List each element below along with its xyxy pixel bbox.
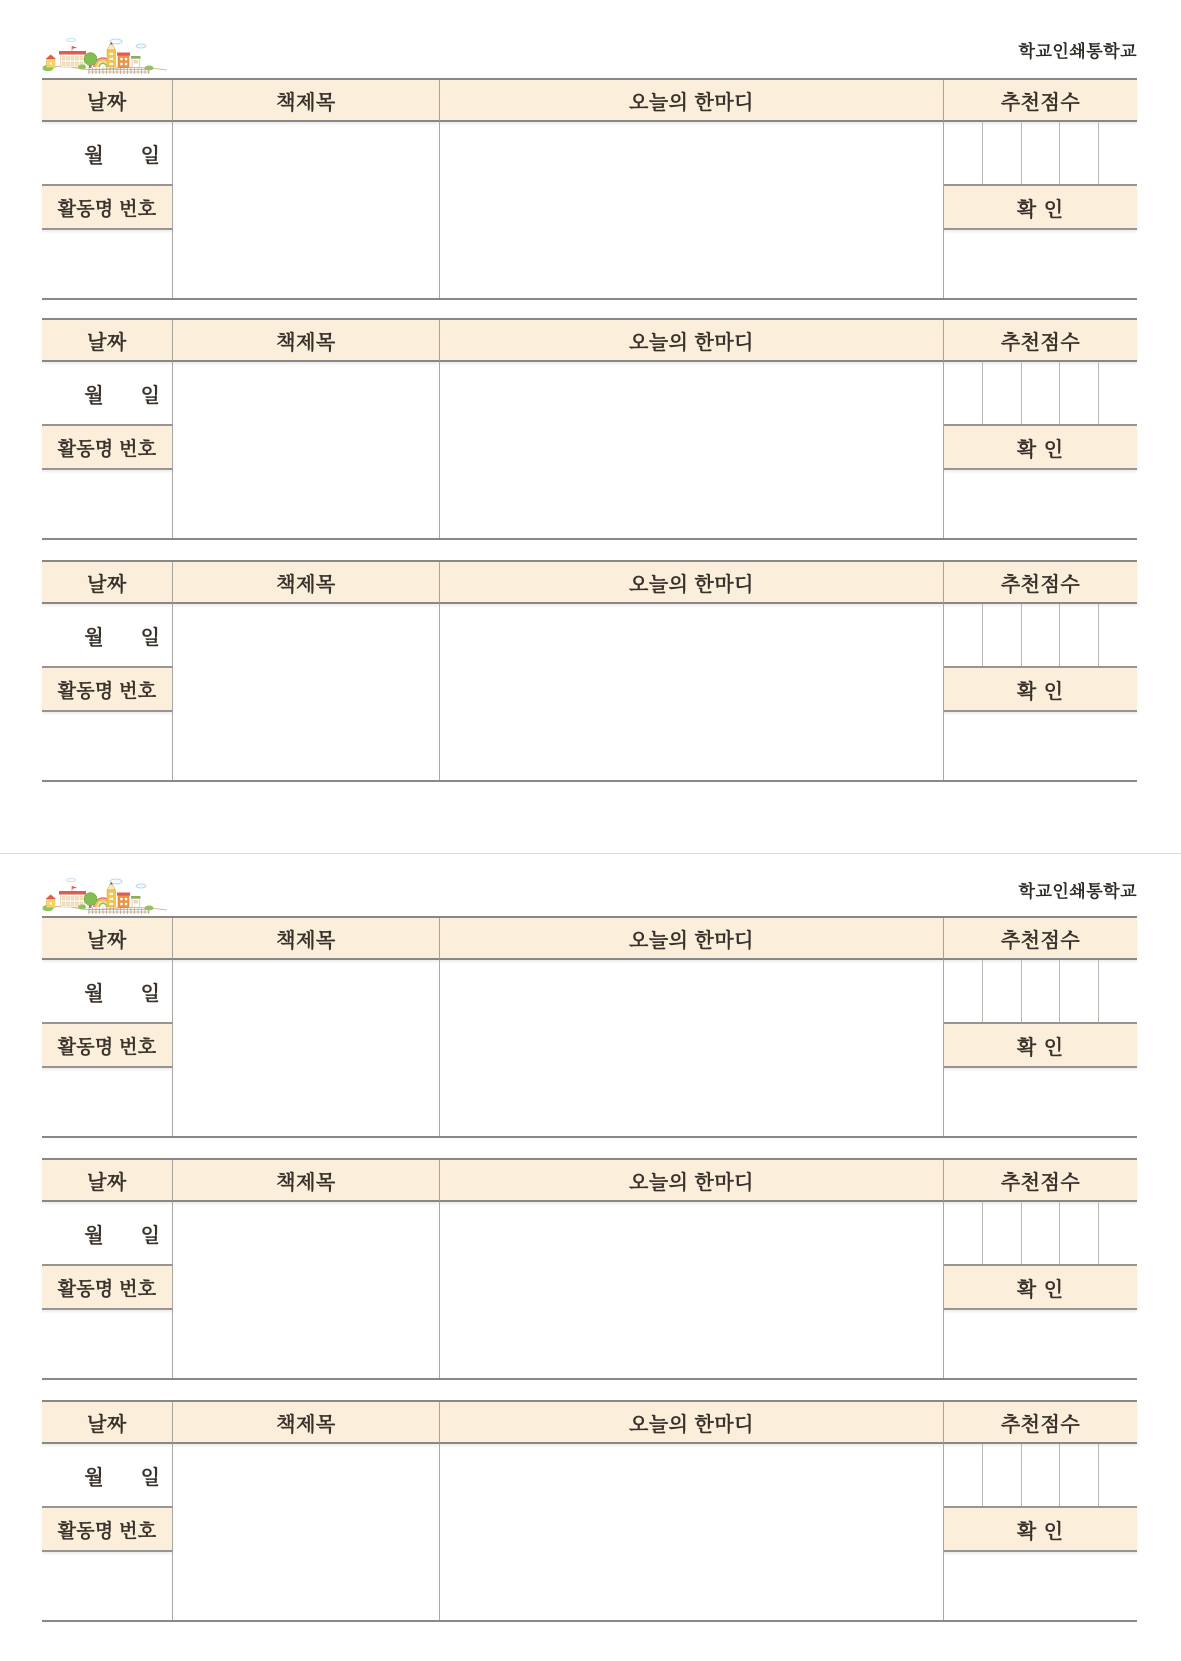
todays-comment-header-label: 오늘의 한마디 (629, 1171, 754, 1194)
score-box[interactable] (1098, 604, 1137, 666)
column-header-book-title (173, 1160, 440, 1202)
page-header-2 (42, 876, 1137, 916)
score-column-empty-cell[interactable] (944, 470, 1137, 538)
month-label: 월 (84, 384, 104, 407)
month-label: 월 (84, 1466, 104, 1489)
score-box[interactable] (1098, 122, 1137, 184)
score-box[interactable] (1098, 960, 1137, 1022)
score-box[interactable] (1021, 604, 1060, 666)
page-header-1 (42, 36, 1137, 76)
score-box[interactable] (982, 960, 1021, 1022)
confirm-cell (944, 186, 1137, 230)
date-column-empty-cell[interactable] (42, 470, 173, 538)
month-label: 월 (84, 1224, 104, 1247)
column-header-date (42, 320, 173, 362)
month-label: 월 (84, 982, 104, 1005)
score-box[interactable] (982, 604, 1021, 666)
column-header-date (42, 918, 173, 960)
confirm-label: 확 인 (1016, 1520, 1065, 1543)
reading-log-block (42, 560, 1137, 782)
column-header-score (944, 1160, 1137, 1202)
activity-number-cell (42, 186, 173, 230)
month-label: 월 (84, 144, 104, 167)
score-box[interactable] (1021, 362, 1060, 424)
brand-text: 학교인쇄통학교 (1018, 42, 1137, 61)
column-header-todays-comment (440, 918, 944, 960)
todays-comment-entry-cell[interactable] (440, 1444, 944, 1620)
date-column-empty-cell[interactable] (42, 1552, 173, 1620)
book-title-entry-cell[interactable] (173, 362, 440, 538)
score-box-row (944, 1444, 1137, 1508)
reading-log-block (42, 916, 1137, 1138)
month-day-entry-cell[interactable] (42, 1444, 173, 1508)
activity-number-label: 활동명 번호 (57, 1278, 157, 1300)
confirm-label: 확 인 (1016, 198, 1065, 221)
confirm-cell (944, 426, 1137, 470)
score-header-label: 추천점수 (1000, 91, 1081, 114)
score-box-row (944, 960, 1137, 1024)
column-header-book-title (173, 1402, 440, 1444)
score-box[interactable] (982, 362, 1021, 424)
activity-number-cell (42, 1508, 173, 1552)
score-box[interactable] (944, 604, 982, 666)
book-title-entry-cell[interactable] (173, 122, 440, 298)
month-day-entry-cell[interactable] (42, 1202, 173, 1266)
activity-number-cell (42, 426, 173, 470)
reading-log-block (42, 78, 1137, 300)
column-header-todays-comment (440, 1160, 944, 1202)
date-column-empty-cell[interactable] (42, 1310, 173, 1378)
score-column-empty-cell[interactable] (944, 1068, 1137, 1136)
confirm-label: 확 인 (1016, 680, 1065, 703)
todays-comment-header-label: 오늘의 한마디 (629, 929, 754, 952)
score-box[interactable] (1059, 960, 1098, 1022)
logo-school-building (59, 46, 86, 67)
column-header-date (42, 1160, 173, 1202)
book-title-entry-cell[interactable] (173, 1444, 440, 1620)
score-box-row (944, 1202, 1137, 1266)
book-title-entry-cell[interactable] (173, 1202, 440, 1378)
column-header-score (944, 320, 1137, 362)
activity-number-label: 활동명 번호 (57, 1036, 157, 1058)
score-box[interactable] (1021, 1444, 1060, 1506)
village-school-logo (42, 36, 168, 76)
score-header-label: 추천점수 (1000, 929, 1081, 952)
book-title-header-label: 책제목 (276, 1413, 336, 1436)
book-title-header-label: 책제목 (276, 1171, 336, 1194)
logo-clouds (67, 38, 147, 48)
column-header-todays-comment (440, 80, 944, 122)
score-box-row (944, 604, 1137, 668)
confirm-label: 확 인 (1016, 1278, 1065, 1301)
score-column-empty-cell[interactable] (944, 712, 1137, 780)
todays-comment-entry-cell[interactable] (440, 1202, 944, 1378)
score-box[interactable] (1059, 362, 1098, 424)
book-title-header-label: 책제목 (276, 331, 336, 354)
day-label: 일 (140, 982, 160, 1005)
brand-text: 학교인쇄통학교 (1018, 882, 1137, 901)
confirm-cell (944, 1024, 1137, 1068)
confirm-cell (944, 668, 1137, 712)
score-header-label: 추천점수 (1000, 1413, 1081, 1436)
column-header-book-title (173, 918, 440, 960)
month-day-entry-cell[interactable] (42, 362, 173, 426)
todays-comment-entry-cell[interactable] (440, 604, 944, 780)
column-header-score (944, 562, 1137, 604)
todays-comment-header-label: 오늘의 한마디 (629, 1413, 754, 1436)
score-box[interactable] (944, 122, 982, 184)
score-box[interactable] (1059, 122, 1098, 184)
score-box[interactable] (1021, 1202, 1060, 1264)
column-header-todays-comment (440, 562, 944, 604)
score-box-row (944, 122, 1137, 186)
score-header-label: 추천점수 (1000, 573, 1081, 596)
day-label: 일 (140, 144, 160, 167)
date-header-label: 날짜 (87, 573, 127, 596)
score-header-label: 추천점수 (1000, 1171, 1081, 1194)
column-header-score (944, 80, 1137, 122)
book-title-entry-cell[interactable] (173, 604, 440, 780)
score-header-label: 추천점수 (1000, 331, 1081, 354)
activity-number-label: 활동명 번호 (57, 1520, 157, 1542)
activity-number-label: 활동명 번호 (57, 438, 157, 460)
score-box[interactable] (982, 1444, 1021, 1506)
todays-comment-header-label: 오늘의 한마디 (629, 91, 754, 114)
date-header-label: 날짜 (87, 1171, 127, 1194)
score-box[interactable] (1021, 960, 1060, 1022)
score-box[interactable] (982, 122, 1021, 184)
date-header-label: 날짜 (87, 1413, 127, 1436)
month-day-entry-cell[interactable] (42, 604, 173, 668)
column-header-book-title (173, 562, 440, 604)
score-box[interactable] (1021, 122, 1060, 184)
date-column-empty-cell[interactable] (42, 712, 173, 780)
column-header-todays-comment (440, 1402, 944, 1444)
score-box[interactable] (1059, 1202, 1098, 1264)
confirm-label: 확 인 (1016, 438, 1065, 461)
date-header-label: 날짜 (87, 929, 127, 952)
day-label: 일 (140, 1224, 160, 1247)
day-label: 일 (140, 384, 160, 407)
book-title-header-label: 책제목 (276, 91, 336, 114)
score-box[interactable] (1059, 1444, 1098, 1506)
activity-number-cell (42, 1266, 173, 1310)
confirm-cell (944, 1266, 1137, 1310)
score-box[interactable] (1059, 604, 1098, 666)
column-header-date (42, 1402, 173, 1444)
column-header-todays-comment (440, 320, 944, 362)
activity-number-cell (42, 1024, 173, 1068)
month-day-entry-cell[interactable] (42, 960, 173, 1024)
logo-left-house (43, 55, 57, 72)
day-label: 일 (140, 626, 160, 649)
activity-number-label: 활동명 번호 (57, 198, 157, 220)
month-label: 월 (84, 626, 104, 649)
score-box[interactable] (944, 1202, 982, 1264)
column-header-book-title (173, 80, 440, 122)
activity-number-label: 활동명 번호 (57, 680, 157, 702)
todays-comment-entry-cell[interactable] (440, 122, 944, 298)
todays-comment-header-label: 오늘의 한마디 (629, 331, 754, 354)
column-header-date (42, 562, 173, 604)
logo-orange-building (117, 53, 130, 68)
todays-comment-entry-cell[interactable] (440, 960, 944, 1136)
reading-log-block (42, 1400, 1137, 1622)
logo-pencil-tower (107, 42, 116, 67)
score-box[interactable] (944, 1444, 982, 1506)
reading-log-block (42, 318, 1137, 540)
page-divider-line (0, 853, 1181, 854)
score-box[interactable] (944, 960, 982, 1022)
score-box[interactable] (1098, 1444, 1137, 1506)
activity-number-cell (42, 668, 173, 712)
book-title-header-label: 책제목 (276, 929, 336, 952)
score-column-empty-cell[interactable] (944, 1310, 1137, 1378)
score-box-row (944, 362, 1137, 426)
village-school-logo (42, 876, 168, 916)
logo-tree (84, 53, 97, 69)
logo-fence (88, 68, 150, 75)
score-box[interactable] (1098, 362, 1137, 424)
date-column-empty-cell[interactable] (42, 1068, 173, 1136)
book-title-entry-cell[interactable] (173, 960, 440, 1136)
score-box[interactable] (982, 1202, 1021, 1264)
day-label: 일 (140, 1466, 160, 1489)
todays-comment-header-label: 오늘의 한마디 (629, 573, 754, 596)
confirm-cell (944, 1508, 1137, 1552)
score-box[interactable] (1098, 1202, 1137, 1264)
book-title-header-label: 책제목 (276, 573, 336, 596)
confirm-label: 확 인 (1016, 1036, 1065, 1059)
score-column-empty-cell[interactable] (944, 230, 1137, 298)
reading-log-block (42, 1158, 1137, 1380)
column-header-date (42, 80, 173, 122)
month-day-entry-cell[interactable] (42, 122, 173, 186)
date-column-empty-cell[interactable] (42, 230, 173, 298)
todays-comment-entry-cell[interactable] (440, 362, 944, 538)
logo-small-building (131, 56, 141, 68)
date-header-label: 날짜 (87, 91, 127, 114)
date-header-label: 날짜 (87, 331, 127, 354)
column-header-score (944, 1402, 1137, 1444)
column-header-score (944, 918, 1137, 960)
score-column-empty-cell[interactable] (944, 1552, 1137, 1620)
score-box[interactable] (944, 362, 982, 424)
column-header-book-title (173, 320, 440, 362)
